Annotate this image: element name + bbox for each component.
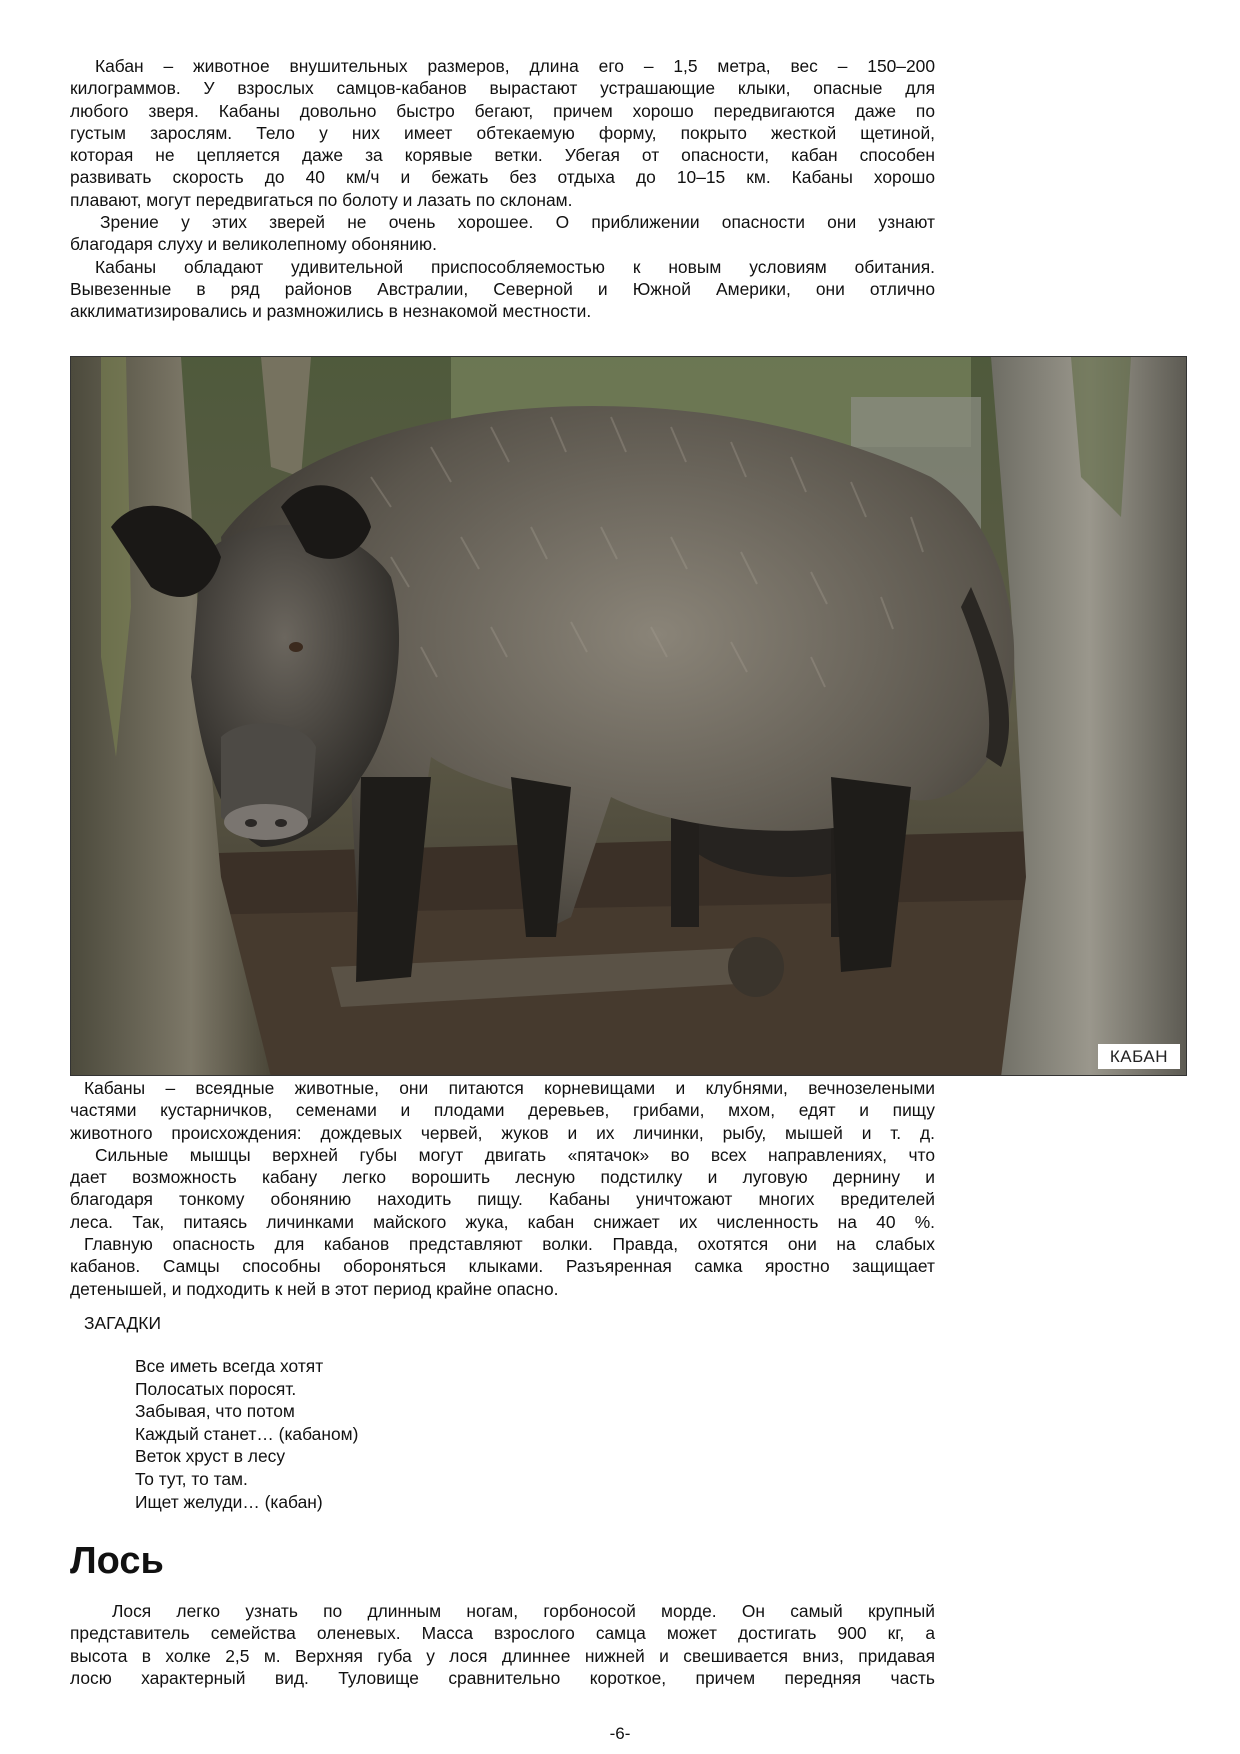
section-title: Лось: [70, 1540, 164, 1582]
text-line: благодаря тонкому обонянию находить пищу. Кабаны уничтожают многих вредителей: [70, 1189, 935, 1210]
moose-text: [70, 1600, 935, 1689]
text-line: килограммов. У взрослых самцов-кабанов вырастают устрашающие клыки, опасные для: [70, 78, 935, 99]
poem-line: Полосатых поросят.: [135, 1378, 297, 1399]
text-line: кабанов. Самцы способны обороняться клыками. Разъяренная самка яростно защищает: [70, 1256, 935, 1277]
text-line: которая не цепляется даже за корявые ветки. Убегая от опасности, кабан способен: [70, 145, 935, 166]
text-line: дает возможность кабану легко ворошить лесную подстилку и луговую дернину и: [70, 1167, 935, 1188]
riddles-poem: [135, 1355, 358, 1513]
poem-line: Забывая, что потом: [135, 1401, 295, 1422]
text-line: частями кустарничков, семенами и плодами деревьев, грибами, мхом, едят и пищу: [70, 1100, 935, 1121]
intro-text: [70, 55, 935, 323]
text-line: Сильные мышцы верхней губы могут двигать «пятачок» во всех направлениях, что: [95, 1144, 935, 1165]
text-line: леса. Так, питаясь личинками майского жука, кабан снижает их численность на 40 %.: [70, 1211, 935, 1232]
riddles-heading: ЗАГАДКИ: [84, 1313, 161, 1333]
poem-line: То тут, то там.: [135, 1468, 248, 1489]
text-line: густым зарослям. Тело у них имеет обтекаемую форму, покрыто жесткой щетиной,: [70, 122, 935, 143]
text-line: Кабаны обладают удивительной приспособляемостью к новым условиям обитания.: [95, 256, 935, 277]
text-line: Главную опасность для кабанов представляют волки. Правда, охотятся они на слабых: [84, 1234, 935, 1255]
text-line: лосю характерный вид. Туловище сравнительно короткое, причем передняя часть: [70, 1667, 935, 1688]
poem-line: Все иметь всегда хотят: [135, 1356, 324, 1376]
text-line: представитель семейства оленевых. Масса взрослого самца может достигать 900 кг, а: [70, 1623, 935, 1644]
text-line: животного происхождения: дождевых червей, жуков и их личинки, рыбу, мышей и т. д.: [70, 1122, 935, 1143]
text-line: детенышей, и подходить к ней в этот период крайне опасно.: [70, 1278, 559, 1299]
poem-line: Ищет желуди… (кабан): [135, 1491, 323, 1512]
text-line: Лося легко узнать по длинным ногам, горбоносой морде. Он самый крупный: [112, 1601, 935, 1621]
text-line: Кабан – животное внушительных размеров, длина его – 1,5 метра, вес – 150–200: [95, 56, 935, 76]
wild-boar-photo: [70, 356, 1187, 1076]
text-line: благодаря слуху и великолепному обонянию.: [70, 234, 437, 255]
text-line: Кабаны – всеядные животные, они питаются корневищами и клубнями, вечнозелеными: [84, 1078, 935, 1098]
photo-caption: КАБАН: [1098, 1044, 1180, 1069]
poem-line: Веток хруст в лесу: [135, 1446, 286, 1467]
text-line: любого зверя. Кабаны довольно быстро бегают, причем хорошо передвигаются даже по: [70, 100, 935, 121]
text-line: плавают, могут передвигаться по болоту и лазать по склонам.: [70, 189, 573, 210]
diet-text: [70, 1077, 935, 1300]
text-line: развивать скорость до 40 км/ч и бежать без отдыха до 10–15 км. Кабаны хорошо: [70, 167, 935, 188]
text-line: акклиматизировались и размножились в незнакомой местности.: [70, 301, 592, 322]
poem-line: Каждый станет… (кабаном): [135, 1423, 359, 1444]
text-line: высота в холке 2,5 м. Верхняя губа у лося длиннее нижней и свешивается вниз, придавая: [70, 1645, 935, 1666]
text-line: Зрение у этих зверей не очень хорошее. О приближении опасности они узнают: [100, 212, 935, 233]
text-line: Вывезенные в ряд районов Австралии, Северной и Южной Америки, они отлично: [70, 278, 935, 299]
page-number: -6-: [609, 1724, 631, 1743]
